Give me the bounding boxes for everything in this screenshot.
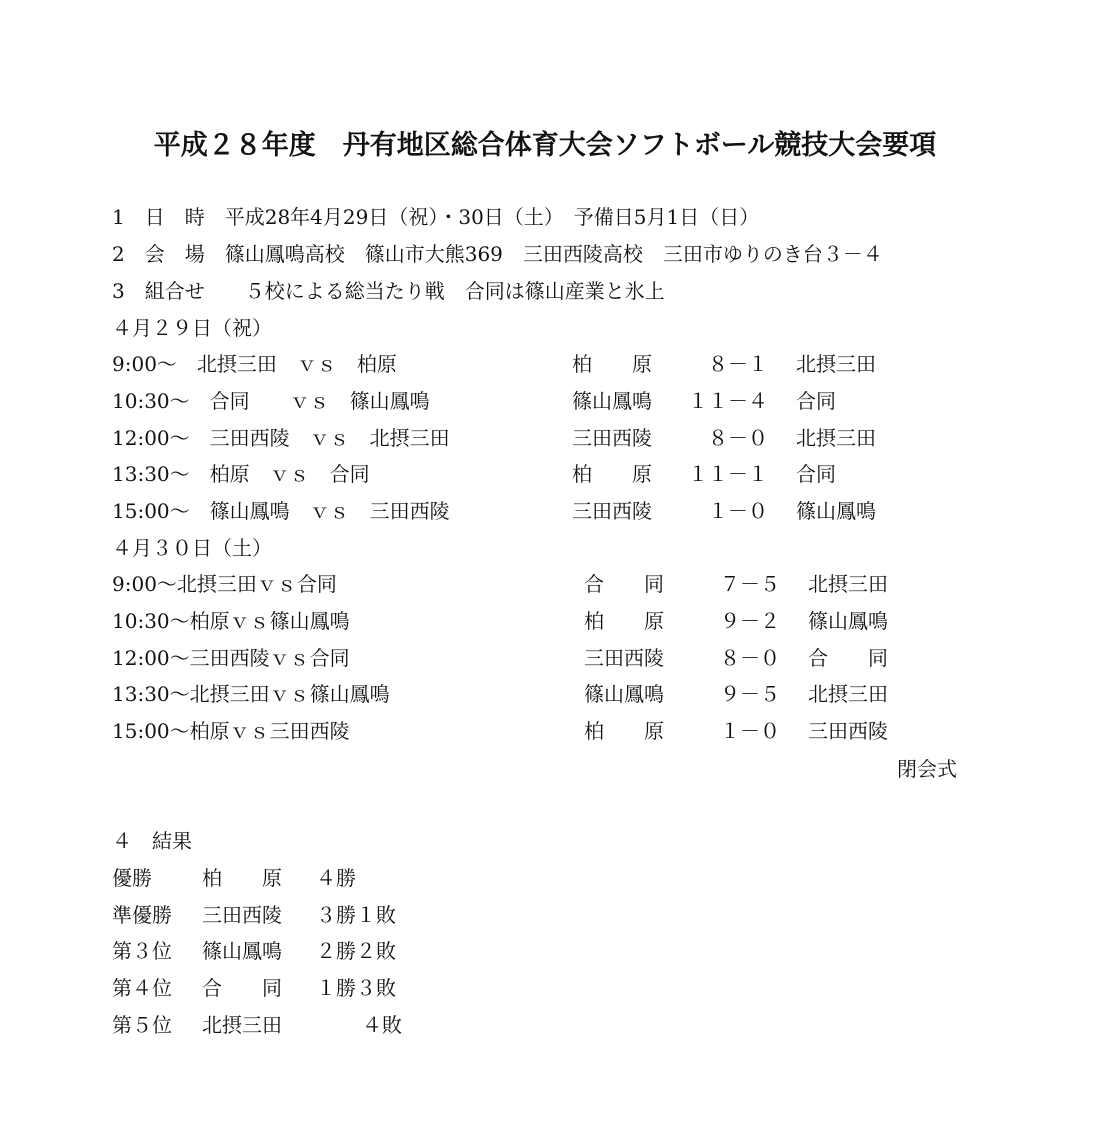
game-loser: 合同 bbox=[796, 462, 836, 486]
game-loser: 三田西陵 bbox=[808, 719, 888, 743]
game-winner: 柏 原 bbox=[584, 719, 664, 743]
game-loser: 北摂三田 bbox=[808, 682, 888, 706]
game-match: 9:00～ 北摂三田 ｖｓ 柏原 bbox=[112, 352, 397, 376]
game-match: 12:00～ 三田西陵 ｖｓ 北摂三田 bbox=[112, 426, 450, 450]
result-team: 北摂三田 bbox=[202, 1013, 282, 1037]
info-format: 3 組合せ ５校による総当たり戦 合同は篠山産業と氷上 bbox=[112, 279, 665, 303]
game-match: 10:30～柏原ｖｓ篠山鳳鳴 bbox=[112, 609, 350, 633]
result-record: ４敗 bbox=[362, 1013, 402, 1037]
result-record: ３勝１敗 bbox=[316, 903, 396, 927]
info-datetime: 1 日 時 平成28年4月29日（祝）・30日（土） 予備日5月1日（日） bbox=[112, 205, 760, 229]
game-score: １１－１ bbox=[688, 462, 768, 486]
result-rank: 準優勝 bbox=[112, 903, 172, 927]
result-record: ２勝２敗 bbox=[316, 939, 396, 963]
result-team: 篠山鳳鳴 bbox=[202, 939, 282, 963]
game-score: ８－０ bbox=[708, 426, 768, 450]
result-rank: 第３位 bbox=[112, 939, 172, 963]
game-winner: 篠山鳳鳴 bbox=[584, 682, 664, 706]
game-score: １－０ bbox=[708, 499, 768, 523]
game-match: 9:00～北摂三田ｖｓ合同 bbox=[112, 572, 337, 596]
result-team: 合 同 bbox=[202, 976, 282, 1000]
game-score: ９－２ bbox=[720, 609, 780, 633]
game-winner: 三田西陵 bbox=[572, 426, 652, 450]
result-rank: 優勝 bbox=[112, 866, 152, 890]
game-match: 13:30～ 柏原 ｖｓ 合同 bbox=[112, 462, 370, 486]
game-score: ８－０ bbox=[720, 646, 780, 670]
game-score: ７－５ bbox=[720, 572, 780, 596]
game-score: １－０ bbox=[720, 719, 780, 743]
closing-ceremony: 閉会式 bbox=[897, 757, 957, 781]
game-score: ９－５ bbox=[720, 682, 780, 706]
result-rank: 第５位 bbox=[112, 1013, 172, 1037]
game-match: 13:30～北摂三田ｖｓ篠山鳳鳴 bbox=[112, 682, 390, 706]
result-rank: 第４位 bbox=[112, 976, 172, 1000]
game-match: 10:30～ 合同 ｖｓ 篠山鳳鳴 bbox=[112, 389, 430, 413]
day2-label: ４月３０日（土） bbox=[112, 536, 272, 560]
game-score: ８－１ bbox=[708, 352, 768, 376]
results-heading: ４ 結果 bbox=[112, 829, 192, 853]
game-loser: 北摂三田 bbox=[796, 426, 876, 450]
result-team: 三田西陵 bbox=[202, 903, 282, 927]
result-record: １勝３敗 bbox=[316, 976, 396, 1000]
game-winner: 柏 原 bbox=[572, 352, 652, 376]
game-winner: 柏 原 bbox=[572, 462, 652, 486]
game-winner: 篠山鳳鳴 bbox=[572, 389, 652, 413]
game-winner: 合 同 bbox=[584, 572, 664, 596]
page-title: 平成２８年度 丹有地区総合体育大会ソフトボール競技大会要項 bbox=[153, 130, 937, 161]
game-winner: 三田西陵 bbox=[584, 646, 664, 670]
game-loser: 篠山鳳鳴 bbox=[808, 609, 888, 633]
game-match: 15:00～柏原ｖｓ三田西陵 bbox=[112, 719, 350, 743]
game-match: 15:00～ 篠山鳳鳴 ｖｓ 三田西陵 bbox=[112, 499, 450, 523]
game-loser: 合同 bbox=[796, 389, 836, 413]
result-record: ４勝 bbox=[316, 866, 356, 890]
game-loser: 北摂三田 bbox=[808, 572, 888, 596]
game-score: １１－４ bbox=[688, 389, 768, 413]
info-venue: 2 会 場 篠山鳳鳴高校 篠山市大熊369 三田西陵高校 三田市ゆりのき台３－４ bbox=[112, 242, 883, 266]
game-loser: 篠山鳳鳴 bbox=[796, 499, 876, 523]
game-match: 12:00～三田西陵ｖｓ合同 bbox=[112, 646, 350, 670]
game-loser: 合 同 bbox=[808, 646, 888, 670]
game-winner: 三田西陵 bbox=[572, 499, 652, 523]
game-winner: 柏 原 bbox=[584, 609, 664, 633]
day1-label: ４月２９日（祝） bbox=[112, 316, 272, 340]
result-team: 柏 原 bbox=[202, 866, 282, 890]
game-loser: 北摂三田 bbox=[796, 352, 876, 376]
